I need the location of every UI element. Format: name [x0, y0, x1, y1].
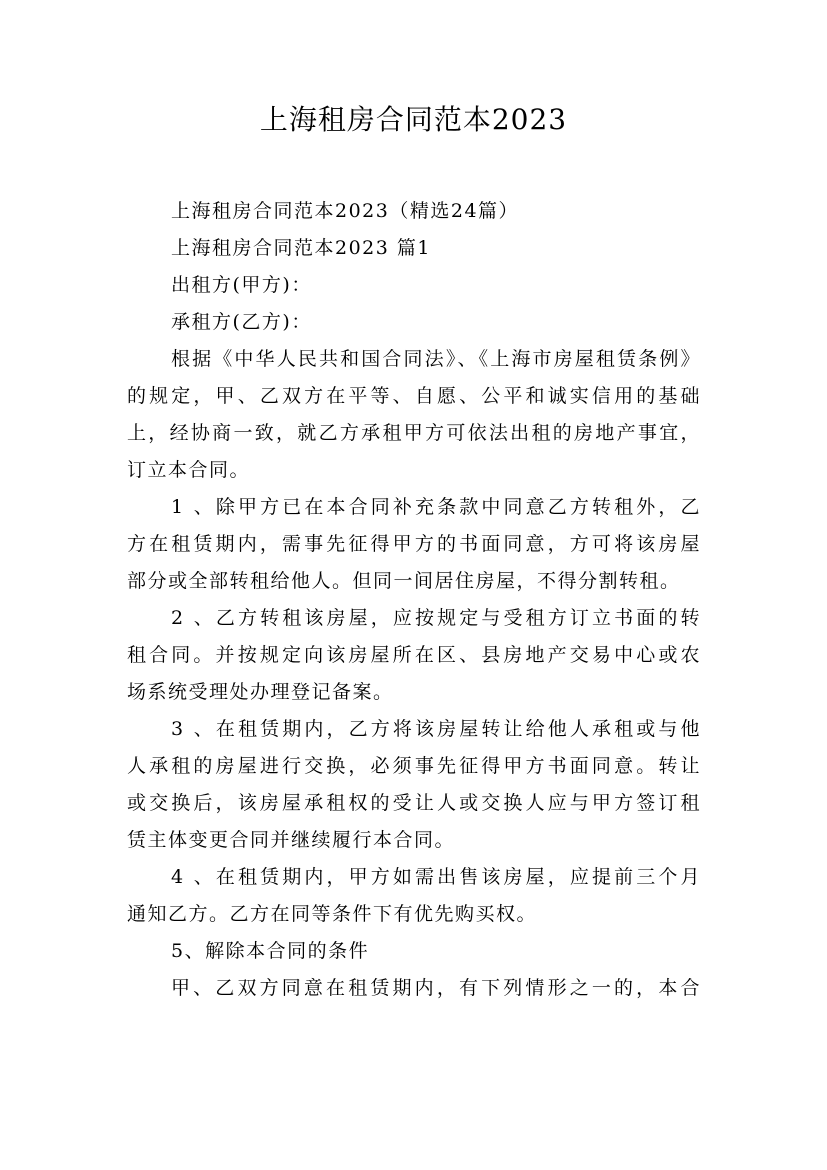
paragraph-line: 根据《中华人民共和国合同法》、《上海市房屋租赁条例》: [171, 348, 701, 370]
paragraph-line: 5、解除本合同的条件: [171, 940, 370, 962]
paragraph-line: 2 、乙方转租该房屋，应按规定与受租方订立书面的转: [171, 607, 701, 629]
paragraph-line: 部分或全部转租给他人。但同一间居住房屋，不得分割转租。: [127, 570, 681, 592]
paragraph-line: 上，经协商一致，就乙方承租甲方可依法出租的房地产事宜，: [127, 422, 701, 444]
document-title: 上海租房合同范本2023: [259, 103, 568, 136]
paragraph-line: 3 、在租赁期内，乙方将该房屋转让给他人承租或与他: [171, 718, 701, 740]
paragraph-line: 甲、乙双方同意在租赁期内，有下列情形之一的，本合: [171, 977, 701, 999]
paragraph-line: 订立本合同。: [127, 459, 251, 481]
paragraph-line: 场系统受理处办理登记备案。: [127, 681, 394, 703]
paragraph-line: 出租方(甲方)：: [171, 274, 312, 296]
paragraph-line: 上海租房合同范本2023 篇1: [171, 237, 431, 259]
paragraph-line: 租合同。并按规定向该房屋所在区、县房地产交易中心或农: [127, 644, 701, 666]
paragraph-line: 上海租房合同范本2023（精选24篇）: [171, 200, 520, 222]
paragraph-line: 或交换后，该房屋承租权的受让人或交换人应与甲方签订租: [127, 792, 701, 814]
paragraph-line: 人承租的房屋进行交换，必须事先征得甲方书面同意。转让: [127, 755, 701, 777]
paragraph-line: 承租方(乙方)：: [171, 311, 312, 333]
paragraph-line: 的规定，甲、乙双方在平等、自愿、公平和诚实信用的基础: [127, 385, 701, 407]
paragraph-line: 4 、在租赁期内，甲方如需出售该房屋，应提前三个月: [171, 866, 701, 888]
paragraph-line: 1 、除甲方已在本合同补充条款中同意乙方转租外，乙: [171, 496, 701, 518]
paragraph-line: 赁主体变更合同并继续履行本合同。: [127, 829, 456, 851]
document-body: [127, 193, 701, 1007]
paragraph-line: 通知乙方。乙方在同等条件下有优先购买权。: [127, 903, 538, 925]
paragraph-line: 方在租赁期内，需事先征得甲方的书面同意，方可将该房屋: [127, 533, 701, 555]
